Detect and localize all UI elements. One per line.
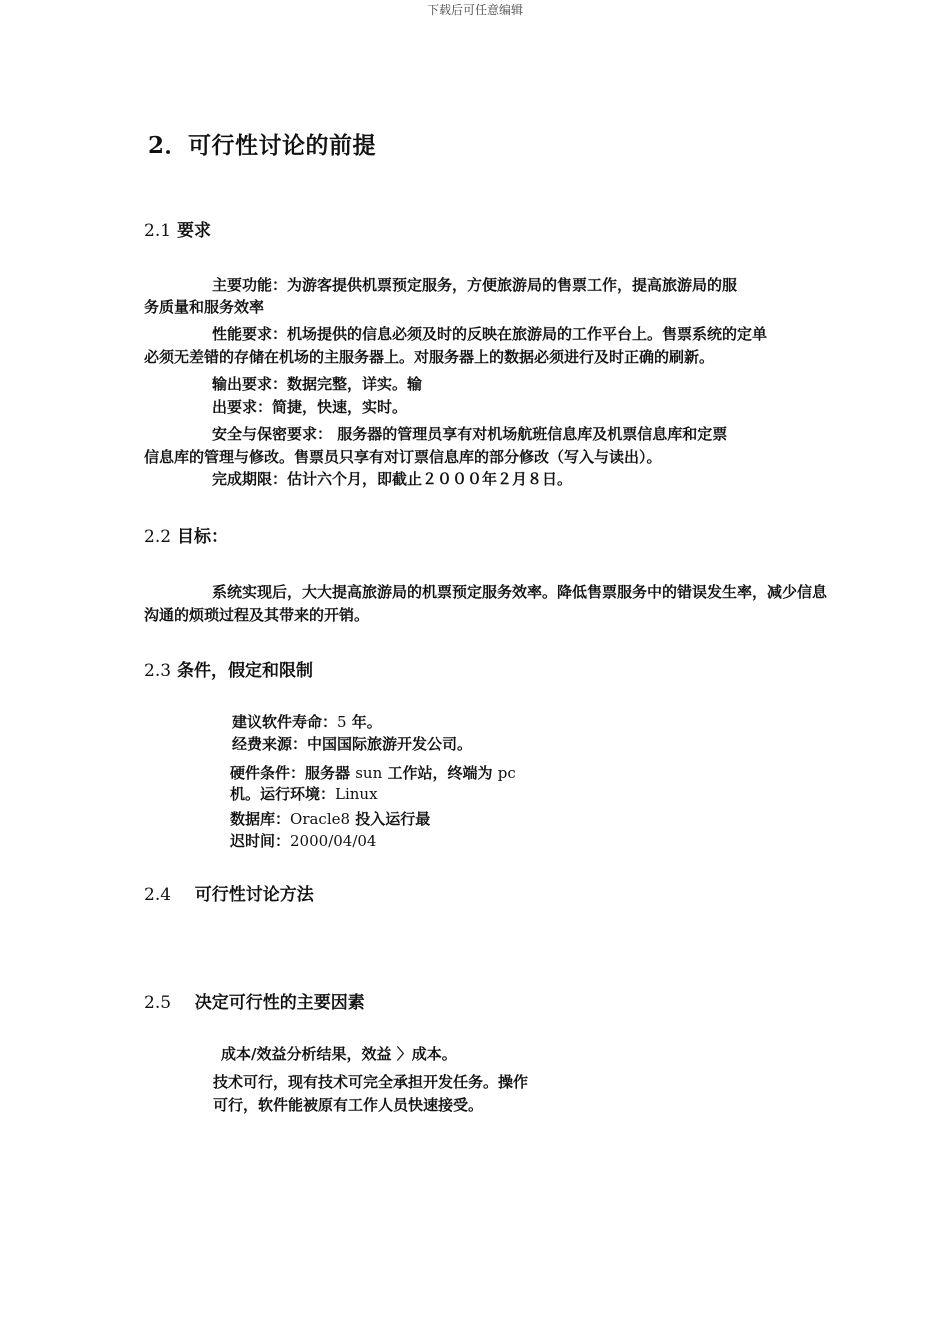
database-label: 数据库： <box>230 810 291 828</box>
hardware-label: 硬件条件：服务器 <box>230 764 356 782</box>
requirement-line: 输出要求：数据完整，详实。输 <box>212 375 423 393</box>
deadline-line <box>230 830 376 851</box>
feasibility-factor-line: 技术可行，现有技术可完全承担开发任务。操作 <box>213 1073 529 1091</box>
section-number: 2.2 <box>144 527 172 547</box>
requirement-line: 性能要求：机场提供的信息必须及时的反映在旅游局的工作平台上。售票系统的定单 <box>212 325 768 343</box>
section-number: 2.3 <box>144 661 172 681</box>
environment-line <box>230 783 378 804</box>
section-number: 2.5 <box>144 993 172 1013</box>
environment-label: 机。运行环境： <box>230 785 336 803</box>
section-title: 目标： <box>176 527 228 547</box>
software-life-line <box>232 711 382 732</box>
requirement-line: 务质量和服务效率 <box>144 298 265 316</box>
requirement-line: 必须无差错的存储在机场的主服务器上。对服务器上的数据必须进行及时正确的刷新。 <box>144 348 715 366</box>
software-life-unit: 年。 <box>346 713 382 731</box>
goal-line: 系统实现后，大大提高旅游局的机票预定服务效率。降低售票服务中的错误发生率，减少信息 <box>212 583 828 601</box>
hardware-mid: 工作站，终端为 <box>382 764 498 782</box>
deadline-label: 迟时间： <box>230 832 291 850</box>
database-line <box>230 808 430 829</box>
section-2-2-heading <box>144 522 228 547</box>
section-title: 可行性讨论方法 <box>194 885 314 905</box>
database-value: Oracle8 <box>290 810 351 828</box>
feasibility-factor-line: 可行，软件能被原有工作人员快速接受。 <box>213 1096 484 1114</box>
environment-value: Linux <box>335 785 378 803</box>
section-title: 决定可行性的主要因素 <box>194 993 365 1013</box>
funding-line: 经费来源：中国国际旅游开发公司。 <box>232 735 473 753</box>
section-number: 2.1 <box>144 221 172 241</box>
requirement-line: 主要功能：为游客提供机票预定服务，方便旅游局的售票工作，提高旅游局的服 <box>212 276 738 294</box>
requirement-line: 出要求：简捷，快速，实时。 <box>212 398 408 416</box>
section-title: 要求 <box>176 221 211 241</box>
software-life-value: 5 <box>337 713 347 731</box>
section-2-1-heading <box>144 216 211 241</box>
page-title: 2．可行性讨论的前提 <box>148 132 377 159</box>
software-life-label: 建议软件寿命： <box>232 713 338 731</box>
section-2-5-heading <box>144 988 365 1013</box>
requirement-line: 信息库的管理与修改。售票员只享有对订票信息库的部分修改（写入与读出）。 <box>144 448 662 466</box>
section-2-3-heading <box>144 656 313 681</box>
goal-line: 沟通的烦琐过程及其带来的开销。 <box>144 606 370 624</box>
feasibility-factor-line: 成本/效益分析结果，效益 〉成本。 <box>221 1045 457 1063</box>
page-header-note: 下载后可任意编辑 <box>426 3 523 17</box>
section-2-4-heading <box>144 880 314 905</box>
deadline-value: 2000/04/04 <box>290 832 377 850</box>
hardware-server: sun <box>355 764 383 782</box>
database-rest: 投入运行最 <box>350 810 431 828</box>
requirement-line: 完成期限：估计六个月，即截止２０００年２月８日。 <box>212 470 573 488</box>
requirement-line: 安全与保密要求： 服务器的管理员享有对机场航班信息库及机票信息库和定票 <box>212 425 728 443</box>
hardware-line <box>230 762 516 783</box>
section-number: 2.4 <box>144 885 172 905</box>
hardware-terminal: pc <box>497 764 516 782</box>
section-title: 条件，假定和限制 <box>176 661 313 681</box>
